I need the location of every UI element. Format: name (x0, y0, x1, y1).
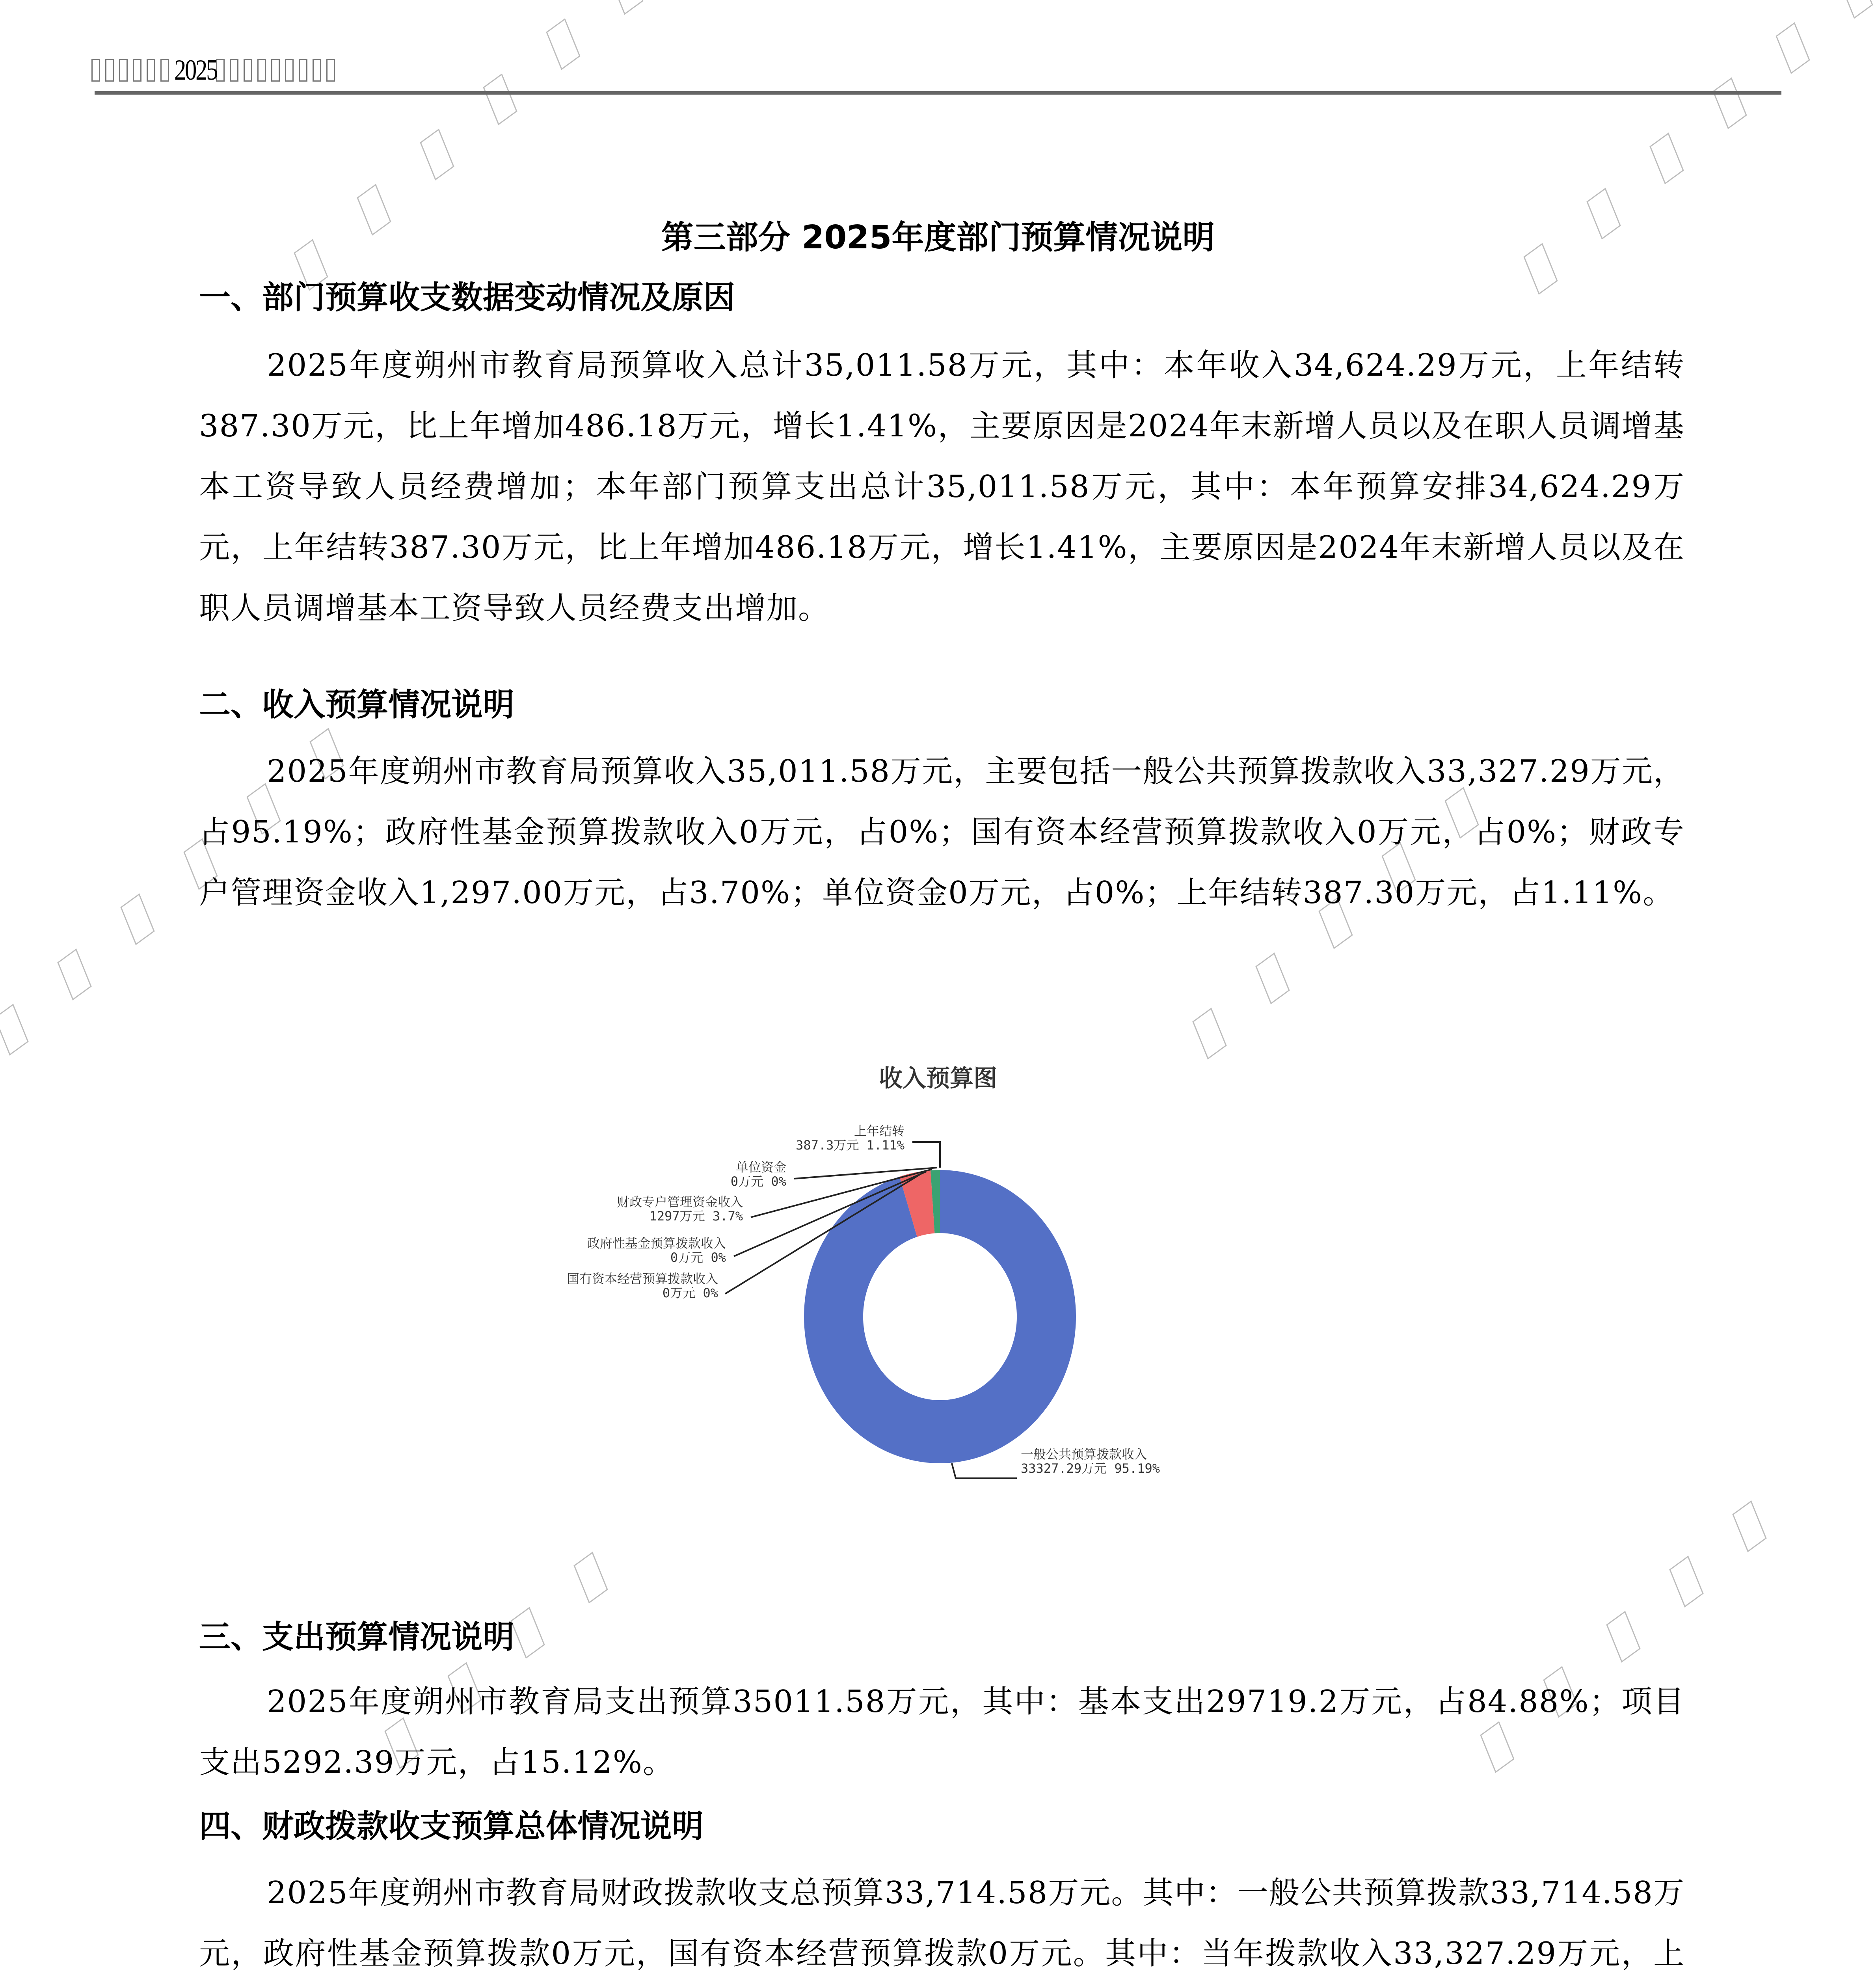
slice-label-name: 一般公共预算拨款收入 (1021, 1447, 1147, 1462)
slice-label-value: 0万元 0% (662, 1285, 718, 1300)
label-leader-line (952, 1463, 1017, 1478)
slice-label-value: 387.3万元 1.11% (796, 1138, 904, 1153)
slice-label-name: 财政专户管理资金收入 (616, 1194, 743, 1209)
header-year: 2025 (174, 54, 217, 86)
section-heading-1: 一、部门预算收支数据变动情况及原因 (199, 279, 735, 316)
slice-label-value: 0万元 0% (730, 1174, 786, 1189)
section-heading-3: 三、支出预算情况说明 (199, 1619, 514, 1655)
section-3-paragraph: 2025年度朔州市教育局支出预算35011.58万元，其中：基本支出29719.2万元，占84.88%；项目支出5292.39万元，占15.12%。 (199, 1684, 1685, 1780)
section-heading-2: 二、收入预算情况说明 (199, 686, 514, 723)
slice-label-value: 33327.29万元 95.19% (1021, 1461, 1160, 1476)
slice-label-value: 1297万元 3.7% (649, 1209, 743, 1224)
section-2-paragraph: 2025年度朔州市教育局预算收入35,011.58万元，主要包括一般公共预算拨款收入33,327.29万元，占95.19%；政府性基金预算拨款收入0万元，占0%；国有资本经营预算拨款收入0万元，占0%；财政专户管理资金收入1,297.00万元，占3.70%；单位资金0万元，占0%；上年结转387.30万元，占1.11%。 (199, 754, 1685, 911)
donut-slice-1 (804, 1170, 1076, 1463)
section-heading-4: 四、财政拨款收支预算总体情况说明 (199, 1808, 704, 1844)
slice-label-value: 0万元 0% (670, 1250, 726, 1265)
slice-label-name: 政府性基金预算拨款收入 (587, 1236, 726, 1251)
page-title: 第三部分 2025年度部门预算情况说明 (661, 219, 1215, 256)
label-leader-line (912, 1142, 940, 1168)
slice-label-name: 国有资本经营预算拨款收入 (566, 1271, 718, 1286)
chart-title: 收入预算图 (879, 1065, 997, 1092)
slice-label-name: 单位资金 (735, 1160, 786, 1175)
slice-label-name: 上年结转 (854, 1123, 904, 1138)
section-4-paragraph: 2025年度朔州市教育局财政拨款收支总预算33,714.58万元。其中：一般公共预算拨款33,714.58万元，政府性基金预算拨款0万元，国有资本经营预算拨款0万元。其中：当年拨款收入33,327.29万元，上 (199, 1875, 1685, 1971)
section-1-paragraph: 2025年度朔州市教育局预算收入总计35,011.58万元，其中：本年收入34,624.29万元，上年结转387.30万元，比上年增加486.18万元，增长1.41%，主要原因是2024年末新增人员以及在职人员调增基本工资导致人员经费增加；本年部门预算支出总计35,011.58万元，其中：本年预算安排34,624.29万元，上年结转387.30万元，比上年增加486.18万元，增长1.41%，主要原因是2024年末新增人员以及在职人员调增基本工资导致人员经费支出增加。 (199, 348, 1685, 626)
